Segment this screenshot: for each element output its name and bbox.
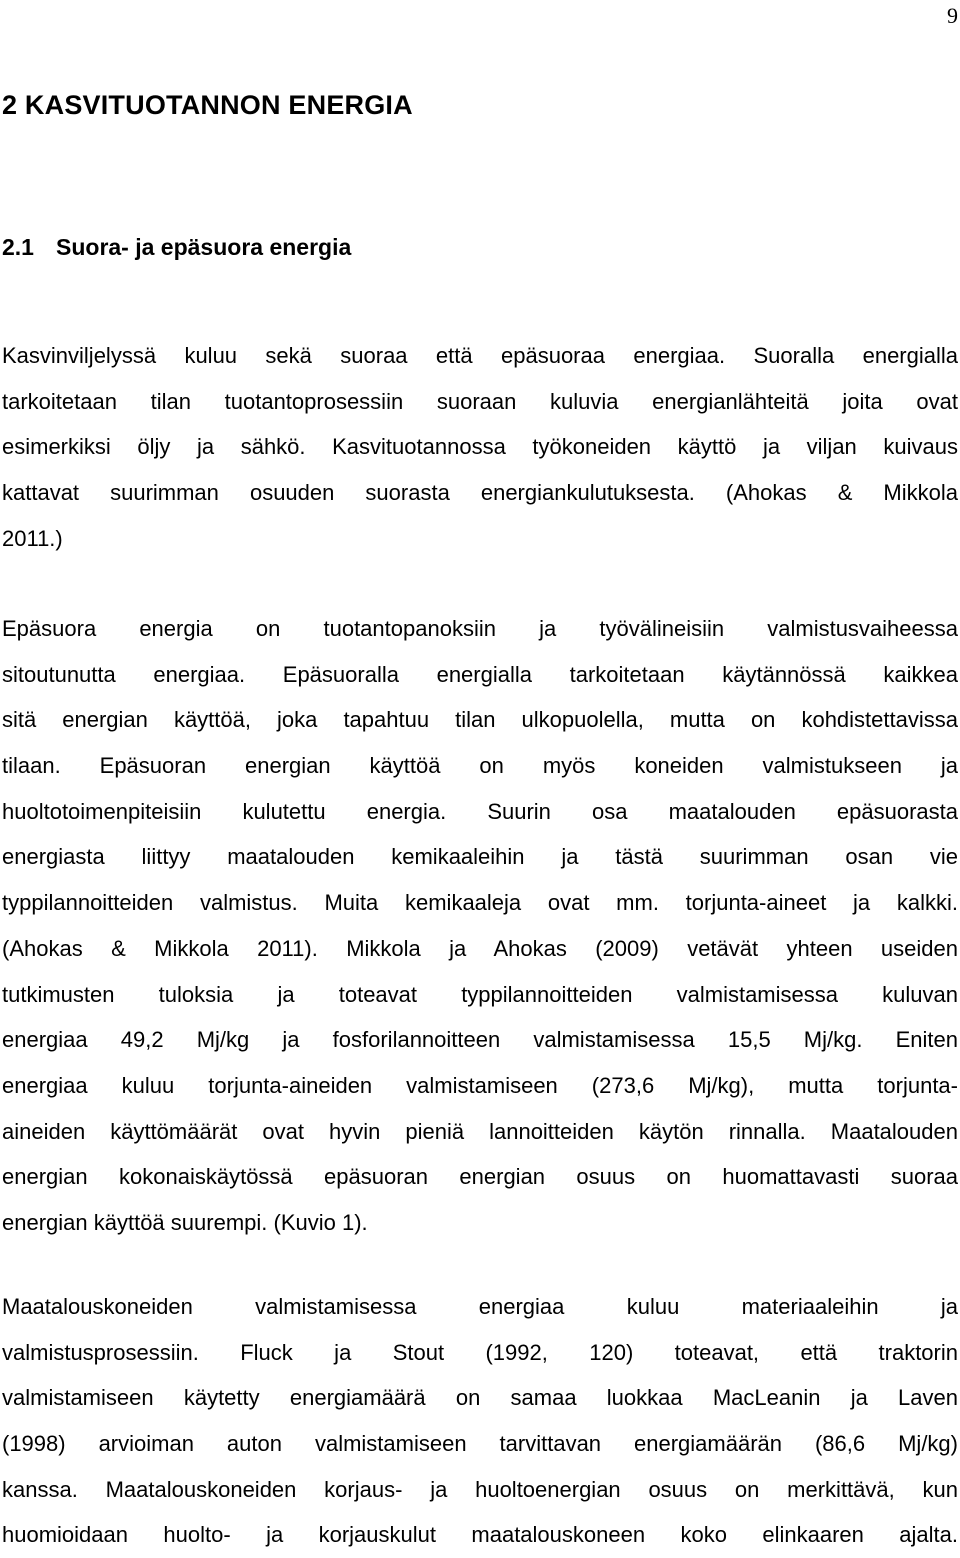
- paragraph-machinery-energy: [2, 1284, 958, 1558]
- text-line: energiaa kuluu torjunta-aineiden valmistamiseen (273,6 Mj/kg), mutta torjunta-: [2, 1072, 958, 1098]
- section-number: 2.1: [2, 234, 34, 260]
- text-line: kattavat suurimman osuuden suorasta energiankulutuksesta. (Ahokas & Mikkola: [2, 480, 958, 506]
- text-line: typpilannoitteiden valmistus. Muita kemikaaleja ovat mm. torjunta-aineet ja kalkki.: [2, 890, 958, 916]
- text-line: energian käyttöä suurempi. (Kuvio 1).: [2, 1209, 368, 1235]
- text-line: valmistusprosessiin. Fluck ja Stout (1992, 120) toteavat, että traktorin: [2, 1339, 958, 1365]
- text-line: (1998) arvioiman auton valmistamiseen tarvittavan energiamäärän (86,6 Mj/kg): [2, 1431, 958, 1457]
- section-heading: [2, 230, 351, 264]
- chapter-heading: 2 KASVITUOTANNON ENERGIA: [2, 90, 413, 120]
- text-line: huoltotoimenpiteisiin kulutettu energia. Suurin osa maatalouden epäsuorasta: [2, 798, 958, 824]
- paragraph-indirect-energy: [2, 606, 958, 1246]
- text-line: kanssa. Maatalouskoneiden korjaus- ja huoltoenergian osuus on merkittävä, kun: [2, 1476, 958, 1502]
- text-line: sitä energian käyttöä, joka tapahtuu tilan ulkopuolella, mutta on kohdistettavissa: [2, 707, 958, 733]
- paragraph-direct-energy: [2, 333, 958, 561]
- text-line: (Ahokas & Mikkola 2011). Mikkola ja Ahokas (2009) vetävät yhteen useiden: [2, 935, 958, 961]
- text-line: energian kokonaiskäytössä epäsuoran energian osuus on huomattavasti suoraa: [2, 1164, 958, 1190]
- text-line: tarkoitetaan tilan tuotantoprosessiin suoraan kuluvia energianlähteitä joita ovat: [2, 388, 958, 414]
- text-line: valmistamiseen käytetty energiamäärä on samaa luokkaa MacLeanin ja Laven: [2, 1385, 958, 1411]
- text-line: esimerkiksi öljy ja sähkö. Kasvituotannossa työkoneiden käyttö ja viljan kuivaus: [2, 434, 958, 460]
- text-line: aineiden käyttömäärät ovat hyvin pieniä lannoitteiden käytön rinnalla. Maatalouden: [2, 1118, 958, 1144]
- text-line: Epäsuora energia on tuotantopanoksiin ja työvälineisiin valmistusvaiheessa: [2, 616, 958, 641]
- text-line: energiaa 49,2 Mj/kg ja fosforilannoitteen valmistamisessa 15,5 Mj/kg. Eniten: [2, 1027, 958, 1053]
- section-title: Suora- ja epäsuora energia: [56, 234, 352, 260]
- text-line: tutkimusten tuloksia ja toteavat typpilannoitteiden valmistamisessa kuluvan: [2, 981, 958, 1007]
- text-line: Kasvinviljelyssä kuluu sekä suoraa että epäsuoraa energiaa. Suoralla energialla: [2, 343, 958, 368]
- text-line: Maatalouskoneiden valmistamisessa energiaa kuluu materiaaleihin ja: [2, 1294, 958, 1319]
- text-line: sitoutunutta energiaa. Epäsuoralla energialla tarkoitetaan käytännössä kaikkea: [2, 661, 958, 687]
- page-number: 9: [947, 3, 958, 28]
- text-line: energiasta liittyy maatalouden kemikaaleihin ja tästä suurimman osan vie: [2, 844, 958, 870]
- text-line: tilaan. Epäsuoran energian käyttöä on myös koneiden valmistukseen ja: [2, 753, 958, 779]
- text-line: 2011.): [2, 525, 63, 551]
- text-line: huomioidaan huolto- ja korjauskulut maatalouskoneen koko elinkaaren ajalta.: [2, 1522, 958, 1548]
